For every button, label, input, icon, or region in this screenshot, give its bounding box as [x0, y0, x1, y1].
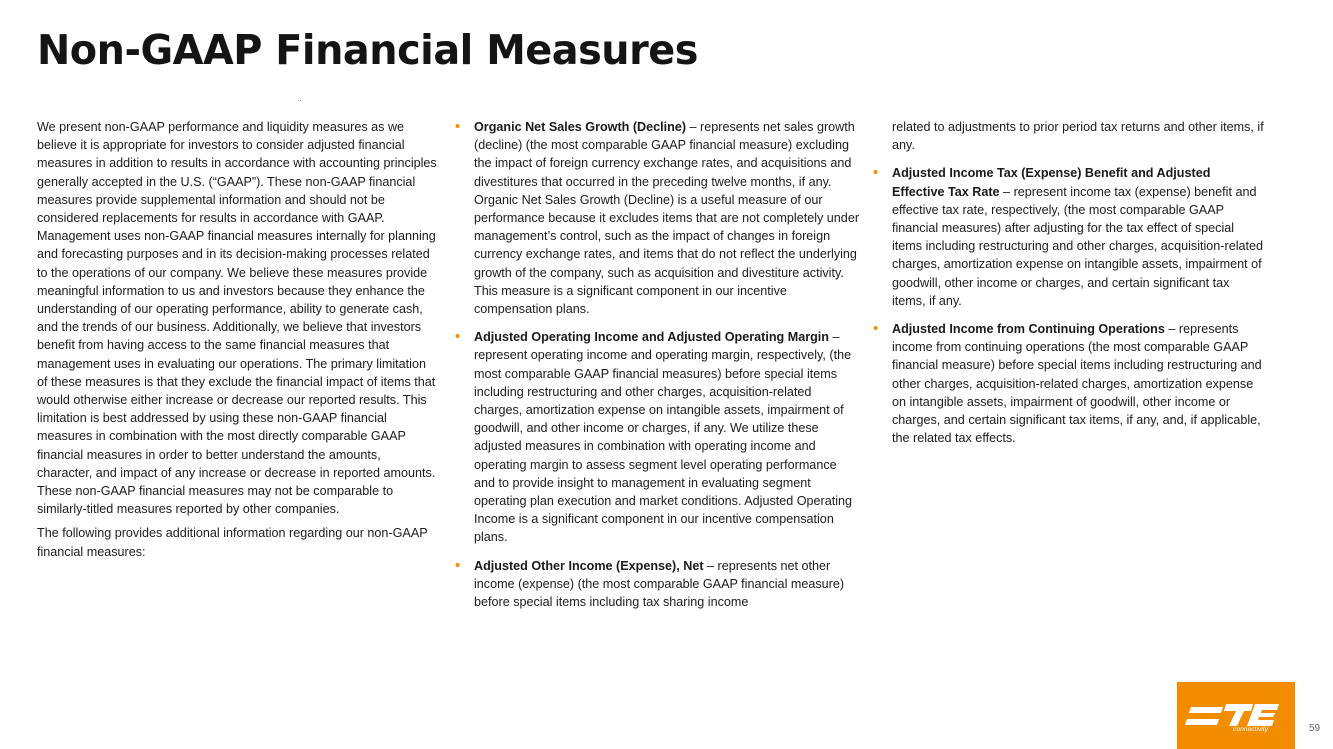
- page-number: 59: [1309, 723, 1321, 734]
- intro-paragraph: We present non-GAAP performance and liquidity measures as we believe it is appropriate for investors to consider adjusted financial measures in addition to results in accordance with accounting principles generally accepted in the U.S. (“GAAP”). These non-GAAP financial measures provide supplemental information and should not be considered replacements for results in accordance with GAAP. Management uses non-GAAP financial measures internally for planning and forecasting purposes and in its decision-making processes related to the operations of our company. We believe these measures provide meaningful information to us and investors because they enhance the understanding of our operating performance, ability to generate cash, and the trends of our business. Additionally, we believe that investors benefit from having access to the same financial measures that management uses in evaluating our operations. The primary limitation of these measures is that they exclude the financial impact of items that would otherwise either increase or decrease our reported results. This limitation is best addressed by using these non-GAAP financial measures in combination with the most directly comparable GAAP financial measures in order to better understand the amounts, character, and impact of any increase or decrease in reported amounts. These non-GAAP financial measures may not be comparable to similarly-titled measures reported by other companies.: [37, 120, 437, 517]
- bullet-icon: •: [455, 556, 461, 574]
- bullet-adjusted-income-continuing-ops: [873, 320, 1264, 447]
- bullet-term: Organic Net Sales Growth (Decline): [474, 120, 687, 134]
- page-title: Non-GAAP Financial Measures: [37, 26, 698, 74]
- bullet-adjusted-income-tax: [873, 164, 1264, 310]
- bullet-icon: •: [455, 118, 461, 135]
- te-connectivity-logo: [1177, 682, 1295, 749]
- bullets-column-right: [873, 118, 1264, 457]
- bullets-column-middle: [455, 118, 860, 621]
- bullet-text: – represents income from continuing operations (the most comparable GAAP financial measure) before special items including restructuring and other charges, acquisition-related charges, amortization expense on intangible assets, impairment of goodwill, other income or charges, and certain significant tax items, if any, and, if applicable, the related tax effects.: [892, 322, 1262, 446]
- bullet-organic-net-sales: [455, 118, 860, 318]
- bullet-term: Adjusted Income Tax (Expense) Benefit and Adjusted Effective Tax Rate: [892, 166, 1211, 199]
- bullet-text: – represent income tax (expense) benefit and effective tax rate, respectively, (the most comparable GAAP financial measures) after adjusting for the tax effect of special items including restructuring and other charges, acquisition-related charges, amortization expense on intangible assets, impairment of goodwill, other income or charges, and certain significant tax items, if any.: [892, 184, 1264, 308]
- bullet-term: Adjusted Operating Income and Adjusted Operating Margin: [474, 330, 829, 345]
- decorative-dot: [300, 100, 301, 101]
- bullet-term: Adjusted Income from Continuing Operations: [892, 322, 1165, 337]
- intro-column: [37, 118, 437, 567]
- intro-followup-paragraph: The following provides additional information regarding our non-GAAP financial measures:: [37, 526, 428, 559]
- te-connectivity-logo-icon: [1177, 682, 1295, 749]
- bullet-icon: •: [873, 320, 879, 338]
- bullet-text: – represent operating income and operating margin, respectively, (the most comparable GAAP financial measures) before special items including restructuring and other charges, acquisition-related charges, amortization expense on intangible assets, impairment of goodwill, and other income or charges, if any. We utilize these adjusted measures in combination with operating income and operating margin to assess segment level operating performance and to provide insight to management in evaluating segment operating plan execution and market conditions. Adjusted Operating Income is a significant component in our incentive compensation plans.: [474, 330, 853, 545]
- bullet-icon: •: [873, 164, 879, 182]
- bullet-icon: •: [455, 328, 461, 346]
- bullet-adjusted-other-income: [455, 556, 860, 612]
- bullet-term: Adjusted Other Income (Expense), Net: [474, 558, 704, 573]
- bullet-adjusted-operating-income: [455, 328, 860, 546]
- bullet-text: – represents net sales growth (decline) (the most comparable GAAP financial measure) excluding the impact of foreign currency exchange rates, and acquisitions and divestitures that occurred in the preceding twelve months, if any. Organic Net Sales Growth (Decline) is a useful measure of our performance because it excludes items that are not completely under management’s control, such as the impact of changes in foreign currency exchange rates, and items that do not reflect the underlying growth of the company, such as acquisition and divestiture activity. This measure is a significant component in our incentive compensation plans.: [474, 120, 860, 317]
- bullet-continuation-text: related to adjustments to prior period tax returns and other items, if any.: [892, 120, 1264, 153]
- logo-tagline: connectivity: [1233, 726, 1269, 733]
- bullet-text: – represents net other income (expense) (the most comparable GAAP financial measure) before special items including tax sharing income: [474, 558, 845, 610]
